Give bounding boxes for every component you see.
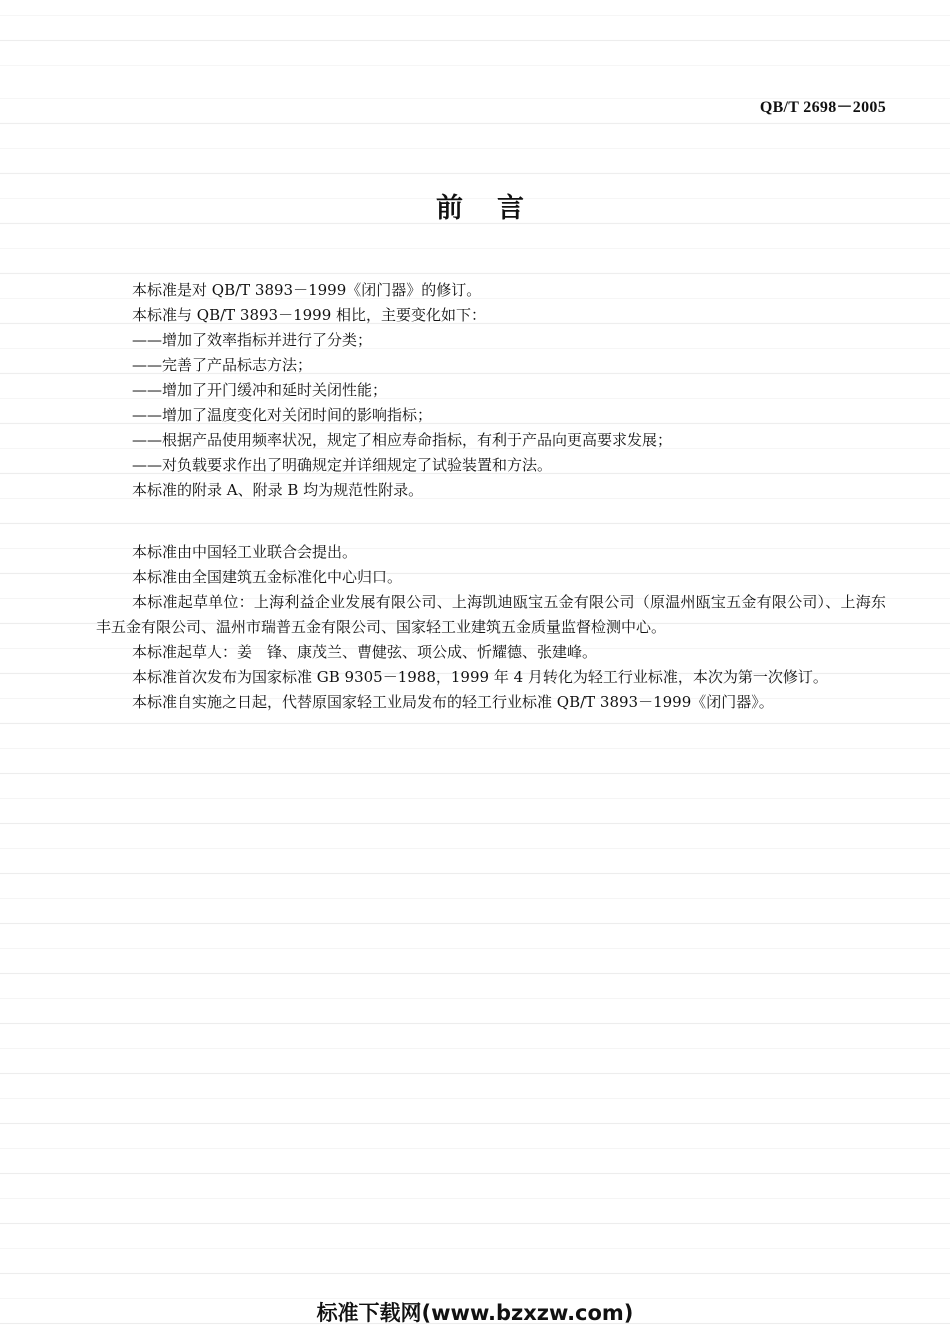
paragraph: 本标准的附录 A、附录 B 均为规范性附录。 xyxy=(132,481,424,499)
drafting-section xyxy=(96,540,886,715)
paragraph: 本标准是对 QB/T 3893－1999《闭门器》的修订。 xyxy=(132,281,482,299)
change-item: ——增加了温度变化对关闭时间的影响指标； xyxy=(132,406,433,424)
changes-section xyxy=(96,278,886,503)
change-item: ——增加了效率指标并进行了分类； xyxy=(132,331,373,349)
change-item: ——完善了产品标志方法； xyxy=(132,356,313,374)
paragraph: 本标准由中国轻工业联合会提出。 xyxy=(132,543,358,561)
page-title: 前言 xyxy=(436,193,558,224)
paragraph: 本标准由全国建筑五金标准化中心归口。 xyxy=(132,568,403,586)
footer-watermark: 标准下载网(www.bzxzw.com) xyxy=(316,1301,634,1325)
change-item: ——增加了开门缓冲和延时关闭性能； xyxy=(132,381,388,399)
paragraph: 本标准起草人：姜 锋、康茂兰、曹健弦、项公成、忻耀德、张建峰。 xyxy=(132,643,598,661)
paragraph: 本标准首次发布为国家标准 GB 9305－1988，1999 年 4 月转化为轻工行业标准，本次为第一次修订。 xyxy=(132,668,828,686)
standard-code: QB/T 2698－2005 xyxy=(759,99,886,116)
paragraph: 本标准自实施之日起，代替原国家轻工业局发布的轻工行业标准 QB/T 3893－1999《闭门器》。 xyxy=(132,693,774,711)
paragraph: 本标准与 QB/T 3893－1999 相比，主要变化如下： xyxy=(132,306,487,324)
change-item: ——根据产品使用频率状况，规定了相应寿命指标，有利于产品向更高要求发展； xyxy=(132,431,673,449)
change-item: ——对负载要求作出了明确规定并详细规定了试验装置和方法。 xyxy=(132,456,553,474)
paragraph: 本标准起草单位：上海利益企业发展有限公司、上海凯迪瓯宝五金有限公司（原温州瓯宝五金有限公司）、上海东丰五金有限公司、温州市瑞普五金有限公司、国家轻工业建筑五金质量监督检测中心。 xyxy=(96,593,886,636)
